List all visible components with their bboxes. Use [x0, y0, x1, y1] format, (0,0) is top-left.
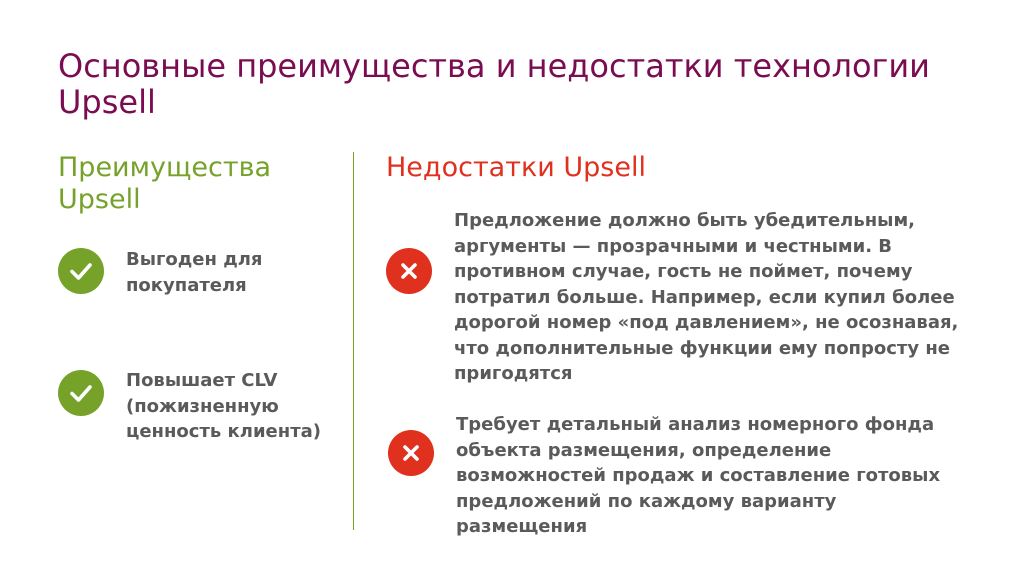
cross-icon	[386, 248, 432, 294]
advantages-heading: Преимущества Upsell	[58, 152, 272, 215]
check-icon	[58, 370, 104, 416]
slide-title: Основные преимущества и недостатки технологии Upsell	[58, 47, 930, 121]
disadvantages-heading: Недостатки Upsell	[386, 152, 646, 183]
cross-icon	[388, 430, 434, 476]
check-icon	[58, 248, 104, 294]
disadvantage-item-1: Предложение должно быть убедительным, аргументы — прозрачными и честными. В противном случае, гость не поймет, почему потратил больше. Например, если купил более дорогой номер «под давлением», не осознавая, что дополнительные функции ему попросту не пригодятся	[454, 210, 959, 384]
advantage-item-2: Повышает CLV (пожизненную ценность клиента)	[126, 370, 322, 442]
disadvantage-item-2: Требует детальный анализ номерного фонда объекта размещения, определение возможностей продаж и составление готовых предложений по каждому варианту размещения	[456, 414, 941, 537]
advantage-item-1: Выгоден для покупателя	[126, 249, 263, 296]
column-divider	[353, 152, 354, 530]
